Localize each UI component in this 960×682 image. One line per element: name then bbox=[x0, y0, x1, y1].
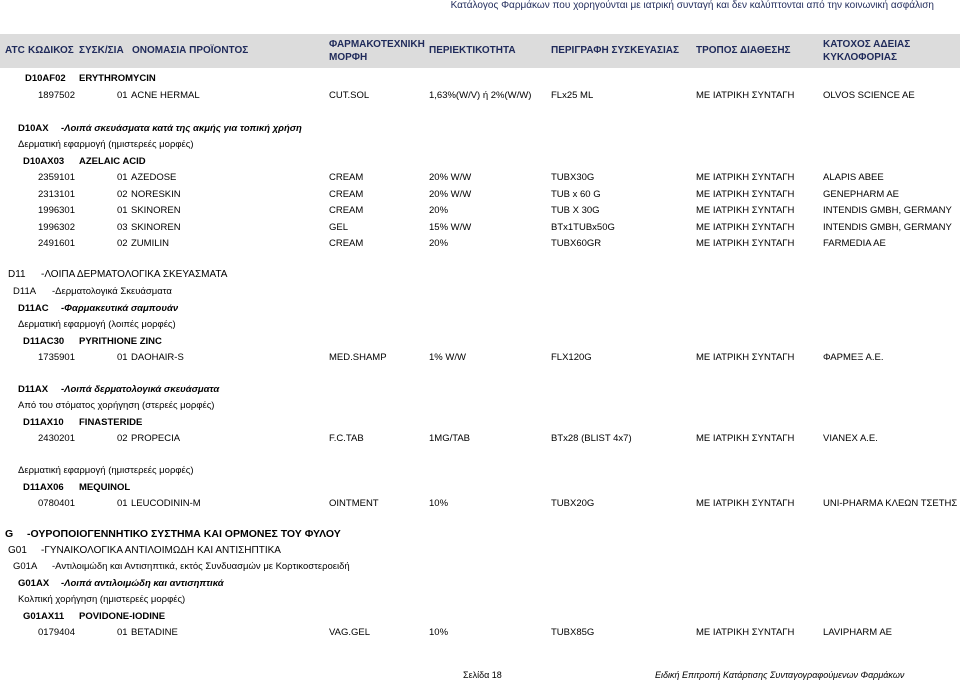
atc-code-d10ax: D10AX bbox=[18, 123, 49, 134]
row-availability: ΜΕ ΙΑΤΡΙΚΗ ΣΥΝΤΑΓΗ bbox=[696, 238, 795, 249]
row-package: BTx1TUBx50G bbox=[551, 222, 615, 233]
row-pack: 03 bbox=[117, 222, 128, 233]
row-pack: 01 bbox=[117, 172, 128, 183]
row-code: 1735901 bbox=[38, 352, 75, 363]
row-availability: ΜΕ ΙΑΤΡΙΚΗ ΣΥΝΤΑΓΗ bbox=[696, 627, 795, 638]
col-form-line1: ΦΑΡΜΑΚΟΤΕΧΝΙΚΗ bbox=[329, 39, 425, 50]
col-holder-line1: ΚΑΤΟΧΟΣ ΑΔΕΙΑΣ bbox=[823, 39, 911, 50]
row-form: CUT.SOL bbox=[329, 90, 370, 101]
row-availability: ΜΕ ΙΑΤΡΙΚΗ ΣΥΝΤΑΓΗ bbox=[696, 189, 795, 200]
atc-name-d11ac30: PYRITHIONE ZINC bbox=[79, 336, 162, 347]
row-holder: GENEPHARM AE bbox=[823, 189, 900, 200]
row-package: BTx28 (BLIST 4x7) bbox=[551, 433, 632, 444]
row-code: 2430201 bbox=[38, 433, 75, 444]
row-package: TUB x 60 G bbox=[551, 189, 601, 200]
atc-code-d11: D11 bbox=[8, 269, 26, 280]
footer-committee: Ειδική Επιτροπή Κατάρτισης Συνταγογραφούμενων Φαρμάκων bbox=[655, 670, 905, 680]
row-form: CREAM bbox=[329, 238, 364, 249]
row-pack: 01 bbox=[117, 498, 128, 509]
row-pack: 01 bbox=[117, 90, 128, 101]
row-package: FLx25 ML bbox=[551, 90, 594, 101]
row-package: TUBX85G bbox=[551, 627, 595, 638]
row-code: 2359101 bbox=[38, 172, 75, 183]
row-availability: ΜΕ ΙΑΤΡΙΚΗ ΣΥΝΤΑΓΗ bbox=[696, 498, 795, 509]
atc-name-g: -ΟΥΡΟΠΟΙΟΓΕΝΝΗΤΙΚΟ ΣΥΣΤΗΜΑ ΚΑΙ ΟΡΜΟΝΕΣ ΤΟΥ ΦΥΛΟΥ bbox=[27, 528, 341, 540]
row-availability: ΜΕ ΙΑΤΡΙΚΗ ΣΥΝΤΑΓΗ bbox=[696, 90, 795, 101]
row-name: BETADINE bbox=[131, 627, 178, 638]
atc-name-d11ac: -Φαρμακευτικά σαμπουάν bbox=[61, 303, 179, 314]
atc-name-d10ax03: AZELAIC ACID bbox=[79, 156, 146, 167]
table-header bbox=[0, 34, 960, 68]
row-name: NORESKIN bbox=[131, 189, 181, 200]
atc-code-d10ax03: D10AX03 bbox=[23, 156, 65, 167]
atc-code-g: G bbox=[5, 528, 14, 540]
row-package: TUB X 30G bbox=[551, 205, 600, 216]
col-package: ΠΕΡΙΓΡΑΦΗ ΣΥΣΚΕΥΑΣΙΑΣ bbox=[551, 45, 679, 56]
atc-name-g01a: -Αντιλοιμώδη και Αντισηπτικά, εκτός Συνδυασμών με Κορτικοστεροειδή bbox=[52, 561, 350, 572]
row-strength: 1% W/W bbox=[429, 352, 466, 363]
row-code: 0780401 bbox=[38, 498, 75, 509]
row-holder: INTENDIS GMBH, GERMANY bbox=[823, 222, 952, 233]
row-pack: 01 bbox=[117, 627, 128, 638]
row-package: TUBX60GR bbox=[551, 238, 602, 249]
row-form: GEL bbox=[329, 222, 349, 233]
atc-name-g01: -ΓΥΝΑΙΚΟΛΟΓΙΚΑ ΑΝΤΙΛΟΙΜΩΔΗ ΚΑΙ ΑΝΤΙΣΗΠΤΙΚΑ bbox=[41, 545, 281, 556]
row-name: SKINOREN bbox=[131, 205, 181, 216]
atc-name-d11: -ΛΟΙΠΑ ΔΕΡΜΑΤΟΛΟΓΙΚΑ ΣΚΕΥΑΣΜΑΤΑ bbox=[41, 269, 228, 280]
atc-name-d10ax: -Λοιπά σκευάσματα κατά της ακμής για τοπική χρήση bbox=[61, 123, 302, 134]
col-availability: ΤΡΟΠΟΣ ΔΙΑΘΕΣΗΣ bbox=[696, 45, 791, 56]
atc-code-d11ax06: D11AX06 bbox=[23, 482, 64, 493]
atc-name-d11ax06: MEQUINOL bbox=[79, 482, 131, 493]
atc-code-g01ax: G01AX bbox=[18, 578, 50, 589]
row-holder: VIANEX A.E. bbox=[823, 433, 878, 444]
row-holder: OLVOS SCIENCE AE bbox=[823, 90, 915, 101]
atc-code-g01: G01 bbox=[8, 545, 27, 556]
row-strength: 20% bbox=[429, 238, 449, 249]
row-code: 1996301 bbox=[38, 205, 75, 216]
atc-name-d10af02: ERYTHROMYCIN bbox=[79, 73, 156, 84]
col-atc: ATC bbox=[5, 45, 25, 56]
row-code: 2491601 bbox=[38, 238, 75, 249]
row-name: ZUMILIN bbox=[131, 238, 169, 249]
atc-code-d11ac30: D11AC30 bbox=[23, 336, 65, 347]
row-name: DAOHAIR-S bbox=[131, 352, 184, 363]
row-name: ACNE HERMAL bbox=[131, 90, 200, 101]
atc-code-d10af02: D10AF02 bbox=[25, 73, 66, 84]
row-code: 0179404 bbox=[38, 627, 75, 638]
atc-code-g01ax11: G01AX11 bbox=[23, 611, 65, 622]
atc-name-d11ax10: FINASTERIDE bbox=[79, 417, 143, 428]
row-form: CREAM bbox=[329, 172, 364, 183]
col-pack-size: ΣΥΣΚ/ΣΙΑ bbox=[79, 45, 124, 56]
row-strength: 20% W/W bbox=[429, 172, 472, 183]
row-form: MED.SHAMP bbox=[329, 352, 387, 363]
row-strength: 10% bbox=[429, 627, 449, 638]
page-number: Σελίδα 18 bbox=[463, 670, 502, 680]
col-code: ΚΩΔΙΚΟΣ bbox=[28, 45, 74, 56]
row-code: 1996302 bbox=[38, 222, 75, 233]
route-label: Από του στόματος χορήγηση (στερεές μορφές) bbox=[18, 400, 215, 411]
row-availability: ΜΕ ΙΑΤΡΙΚΗ ΣΥΝΤΑΓΗ bbox=[696, 205, 795, 216]
row-package: FLX120G bbox=[551, 352, 592, 363]
row-pack: 02 bbox=[117, 238, 128, 249]
route-label: Κολπική χορήγηση (ημιστερεές μορφές) bbox=[18, 594, 186, 605]
row-pack: 02 bbox=[117, 433, 128, 444]
row-strength: 1MG/TAB bbox=[429, 433, 470, 444]
atc-code-d11ax10: D11AX10 bbox=[23, 417, 64, 428]
row-holder: LAVIPHARM AE bbox=[823, 627, 892, 638]
row-name: SKINOREN bbox=[131, 222, 181, 233]
document-title: Κατάλογος Φαρμάκων που χορηγούνται με ιατρική συνταγή και δεν καλύπτονται από την κοινωνική ασφάλιση bbox=[450, 0, 934, 11]
route-label: Δερματική εφαρμογή (λοιπές μορφές) bbox=[18, 319, 176, 330]
row-form: F.C.TAB bbox=[329, 433, 364, 444]
atc-name-d11ax: -Λοιπά δερματολογικά σκευάσματα bbox=[61, 384, 220, 395]
row-pack: 02 bbox=[117, 189, 128, 200]
col-holder-line2: ΚΥΚΛΟΦΟΡΙΑΣ bbox=[823, 52, 897, 63]
row-form: OINTMENT bbox=[329, 498, 379, 509]
row-availability: ΜΕ ΙΑΤΡΙΚΗ ΣΥΝΤΑΓΗ bbox=[696, 172, 795, 183]
row-strength: 1,63%(W/V) ή 2%(W/W) bbox=[429, 90, 532, 101]
row-holder: FARMEDIA AE bbox=[823, 238, 886, 249]
row-name: PROPECIA bbox=[131, 433, 181, 444]
row-holder: ALAPIS ABEE bbox=[823, 172, 884, 183]
row-strength: 20% W/W bbox=[429, 189, 472, 200]
row-code: 2313101 bbox=[38, 189, 75, 200]
row-pack: 01 bbox=[117, 352, 128, 363]
row-package: TUBX20G bbox=[551, 498, 595, 509]
row-form: VAG.GEL bbox=[329, 627, 371, 638]
row-name: LEUCODININ-M bbox=[131, 498, 201, 509]
route-label: Δερματική εφαρμογή (ημιστερεές μορφές) bbox=[18, 139, 194, 150]
atc-name-g01ax: -Λοιπά αντιλοιμώδη και αντισηπτικά bbox=[61, 578, 224, 589]
row-availability: ΜΕ ΙΑΤΡΙΚΗ ΣΥΝΤΑΓΗ bbox=[696, 433, 795, 444]
atc-name-d11a: -Δερματολογικά Σκευάσματα bbox=[52, 286, 172, 297]
row-availability: ΜΕ ΙΑΤΡΙΚΗ ΣΥΝΤΑΓΗ bbox=[696, 352, 795, 363]
atc-name-g01ax11: POVIDONE-IODINE bbox=[79, 611, 166, 622]
col-strength: ΠΕΡΙΕΚΤΙΚΟΤΗΤΑ bbox=[429, 45, 516, 56]
row-strength: 15% W/W bbox=[429, 222, 472, 233]
row-holder: UNI-PHARMA ΚΛΕΩΝ ΤΣΕΤΗΣ bbox=[823, 498, 958, 509]
row-strength: 10% bbox=[429, 498, 449, 509]
row-name: AZEDOSE bbox=[131, 172, 177, 183]
row-availability: ΜΕ ΙΑΤΡΙΚΗ ΣΥΝΤΑΓΗ bbox=[696, 222, 795, 233]
route-label: Δερματική εφαρμογή (ημιστερεές μορφές) bbox=[18, 465, 194, 476]
row-pack: 01 bbox=[117, 205, 128, 216]
row-form: CREAM bbox=[329, 189, 364, 200]
atc-code-d11ax: D11AX bbox=[18, 384, 49, 395]
col-form-line2: ΜΟΡΦΗ bbox=[329, 52, 368, 63]
atc-code-g01a: G01A bbox=[13, 561, 38, 572]
row-form: CREAM bbox=[329, 205, 364, 216]
row-strength: 20% bbox=[429, 205, 449, 216]
row-holder: ΦΑΡΜΕΞ Α.Ε. bbox=[823, 352, 884, 363]
row-package: TUBX30G bbox=[551, 172, 595, 183]
row-code: 1897502 bbox=[38, 90, 75, 101]
col-product-name: ΟΝΟΜΑΣΙΑ ΠΡΟΪΟΝΤΟΣ bbox=[132, 45, 249, 56]
atc-code-d11a: D11A bbox=[13, 286, 37, 297]
atc-code-d11ac: D11AC bbox=[18, 303, 49, 314]
row-holder: INTENDIS GMBH, GERMANY bbox=[823, 205, 952, 216]
